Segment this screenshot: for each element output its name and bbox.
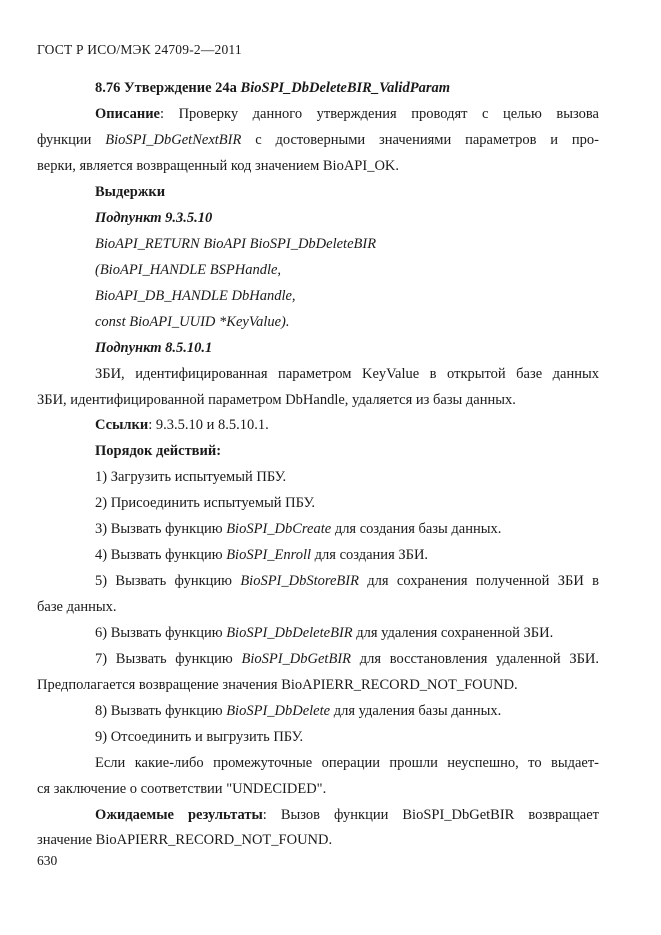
- function-name: BioSPI_DbCreate: [226, 521, 332, 537]
- failure-note-line-1: Если какие-либо промежуточные операции прошли неуспешно, то выдает-: [95, 755, 599, 771]
- step-8: 8) Вызвать функцию BioSPI_DbDelete для удаления базы данных.: [95, 703, 502, 719]
- step-5-continuation: базе данных.: [37, 599, 117, 615]
- description-line-1: Описание: Проверку данного утверждения проводят с целью вызова: [95, 106, 599, 122]
- excerpts-label: Выдержки: [95, 184, 166, 200]
- step-5: 5) Вызвать функцию BioSPI_DbStoreBIR для сохранения полученной ЗБИ в: [95, 573, 599, 589]
- references-line: Ссылки: 9.3.5.10 и 8.5.10.1.: [95, 417, 269, 433]
- step-4: 4) Вызвать функцию BioSPI_Enroll для создания ЗБИ.: [95, 547, 429, 563]
- excerpt-text-line-1: ЗБИ, идентифицированная параметром KeyValue в открытой базе данных: [95, 366, 599, 382]
- procedure-label: Порядок действий:: [95, 443, 222, 459]
- step-9: 9) Отсоединить и выгрузить ПБУ.: [95, 729, 304, 745]
- excerpt-text-line-2: ЗБИ, идентифицированной параметром DbHandle, удаляется из базы данных.: [37, 392, 516, 408]
- document-header: ГОСТ Р ИСО/МЭК 24709-2—2011: [37, 42, 242, 57]
- description-line-2: функции BioSPI_DbGetNextBIR с достоверными значениями параметров и про-: [37, 132, 599, 148]
- step-7-continuation: Предполагается возвращение значения BioAPIERR_RECORD_NOT_FOUND.: [37, 677, 518, 693]
- description-label: Описание: [95, 106, 160, 122]
- code-line-4: const BioAPI_UUID *KeyValue).: [95, 314, 290, 330]
- section-title-italic: BioSPI_DbDeleteBIR_ValidParam: [240, 80, 450, 96]
- step-7: 7) Вызвать функцию BioSPI_DbGetBIR для восстановления удаленной ЗБИ.: [95, 651, 600, 667]
- function-name: BioSPI_DbGetBIR: [241, 651, 352, 667]
- references-label: Ссылки: [95, 417, 149, 433]
- function-name: BioSPI_DbDeleteBIR: [226, 625, 353, 641]
- section-title-plain: Утверждение 24а: [124, 80, 237, 96]
- function-name: BioSPI_DbStoreBIR: [240, 573, 359, 589]
- code-line-2: (BioAPI_HANDLE BSPHandle,: [95, 262, 282, 278]
- description-line-3: верки, является возвращенный код значением BioAPI_OK.: [37, 158, 400, 174]
- section-number: 8.76: [95, 80, 121, 96]
- subclause-heading-2: Подпункт 8.5.10.1: [95, 340, 213, 356]
- subclause-heading-1: Подпункт 9.3.5.10: [95, 210, 213, 226]
- step-6: 6) Вызвать функцию BioSPI_DbDeleteBIR для удаления сохраненной ЗБИ.: [95, 625, 554, 641]
- expected-results-line-1: Ожидаемые результаты: Вызов функции BioSPI_DbGetBIR возвращает: [95, 807, 599, 823]
- step-1: 1) Загрузить испытуемый ПБУ.: [95, 469, 287, 485]
- failure-note-line-2: ся заключение о соответствии "UNDECIDED".: [37, 781, 327, 797]
- function-name: BioSPI_DbGetNextBIR: [105, 132, 242, 148]
- step-2: 2) Присоединить испытуемый ПБУ.: [95, 495, 315, 511]
- step-3: 3) Вызвать функцию BioSPI_DbCreate для создания базы данных.: [95, 521, 502, 537]
- function-name: BioSPI_Enroll: [226, 547, 312, 563]
- function-name: BioSPI_DbDelete: [226, 703, 331, 719]
- expected-results-line-2: значение BioAPIERR_RECORD_NOT_FOUND.: [37, 832, 333, 848]
- section-title: [95, 78, 450, 98]
- page-number: 630: [37, 853, 58, 868]
- code-line-1: BioAPI_RETURN BioAPI BioSPI_DbDeleteBIR: [95, 236, 377, 252]
- code-line-3: BioAPI_DB_HANDLE DbHandle,: [95, 288, 296, 304]
- expected-results-label: Ожидаемые результаты: [95, 807, 263, 823]
